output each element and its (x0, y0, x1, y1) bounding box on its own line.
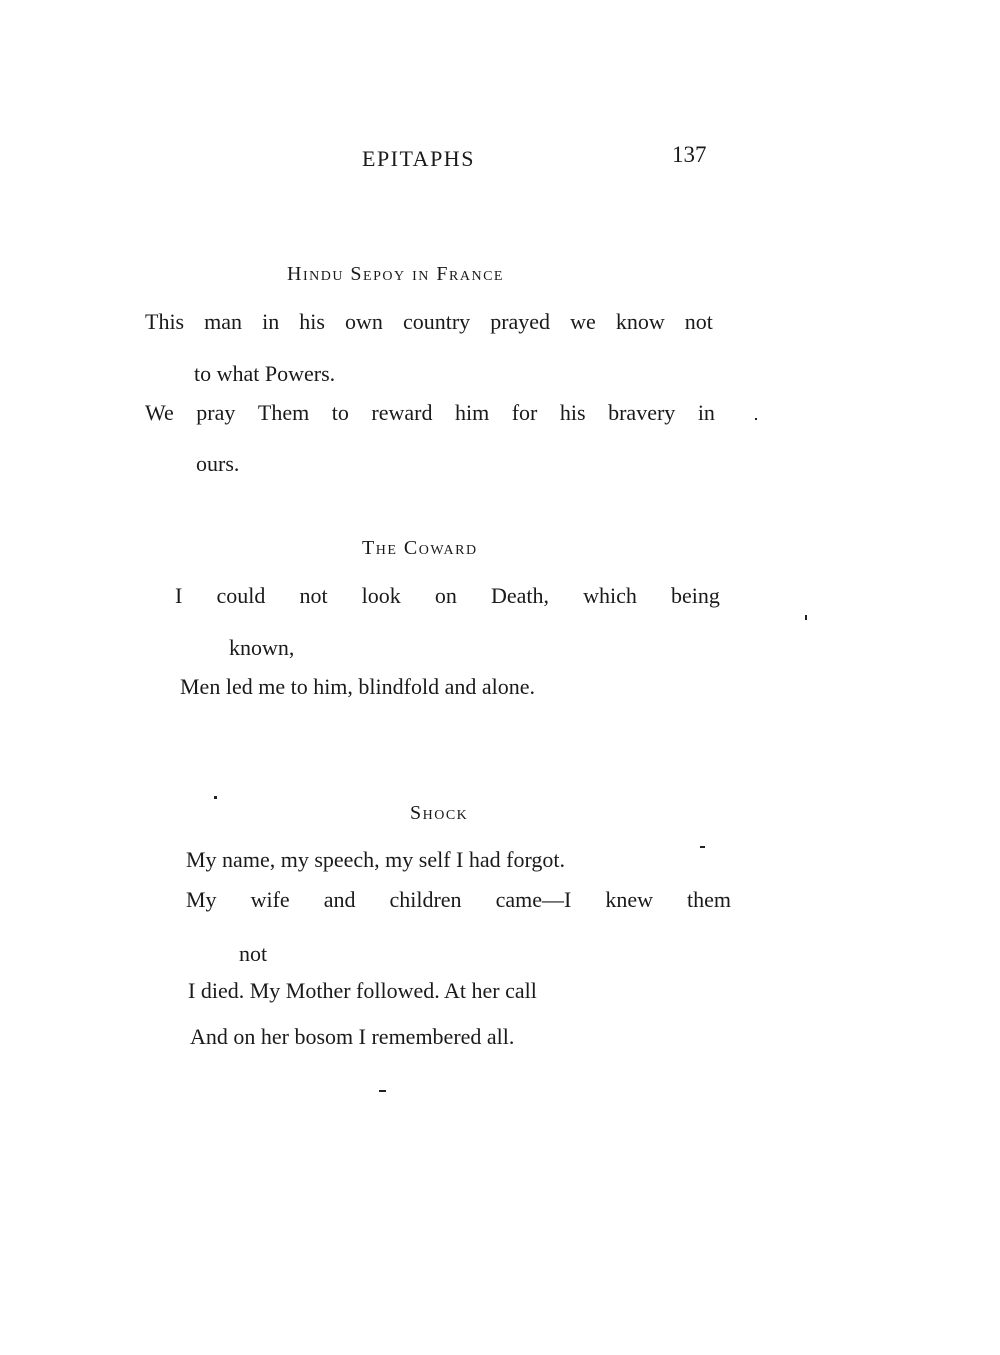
word: and (323, 887, 356, 912)
page-number: 137 (672, 142, 707, 167)
word: came—I (495, 887, 572, 912)
word: to (331, 400, 349, 425)
scan-speck (379, 1090, 386, 1092)
word: We (145, 400, 174, 425)
word: him (454, 400, 490, 425)
word: bravery (608, 400, 676, 425)
word: pray (196, 400, 236, 425)
poem-title-hindu-sepoy: Hindu Sepoy in France (287, 263, 504, 285)
word: being (671, 583, 720, 608)
word: could (216, 583, 266, 608)
scan-speck (805, 615, 807, 620)
poem-line: not (239, 941, 268, 966)
word: we (570, 309, 596, 334)
scan-speck (700, 846, 705, 848)
poem-line (145, 400, 715, 426)
word: them (687, 887, 731, 912)
poem-line: known, (229, 635, 295, 660)
poem-line: And on her bosom I remembered all. (190, 1024, 515, 1049)
poem-line: I died. My Mother followed. At her call (188, 978, 537, 1003)
poem-line: to what Powers. (194, 361, 336, 386)
word: not (684, 309, 713, 334)
word: look (361, 583, 401, 608)
word: own (345, 309, 383, 334)
word: which (583, 583, 637, 608)
word: prayed (490, 309, 551, 334)
word: This (145, 309, 185, 334)
word: in (262, 309, 280, 334)
word: on (434, 583, 457, 608)
poem-line: ours. (196, 451, 240, 476)
word: reward (371, 400, 433, 425)
word: man (204, 309, 243, 334)
word: wife (250, 887, 290, 912)
poem-title-shock: Shock (410, 802, 469, 824)
scan-speck (214, 796, 217, 799)
poem-line: Men led me to him, blindfold and alone. (180, 674, 535, 699)
scan-speck (755, 418, 757, 420)
poem-title-the-coward: The Coward (362, 537, 478, 559)
word: children (389, 887, 462, 912)
word: knew (605, 887, 653, 912)
word: know (615, 309, 665, 334)
running-header: EPITAPHS (362, 146, 475, 171)
word: Them (257, 400, 310, 425)
word: country (402, 309, 471, 334)
word: his (299, 309, 325, 334)
poem-line: My name, my speech, my self I had forgot. (186, 847, 566, 872)
word: in (697, 400, 715, 425)
word: for (511, 400, 538, 425)
poem-line (186, 887, 731, 913)
poem-line (145, 309, 713, 335)
word: his (559, 400, 586, 425)
word: Death, (491, 583, 550, 608)
poem-line (175, 583, 720, 609)
word: not (299, 583, 328, 608)
word: My (186, 887, 217, 912)
word: I (175, 583, 183, 608)
